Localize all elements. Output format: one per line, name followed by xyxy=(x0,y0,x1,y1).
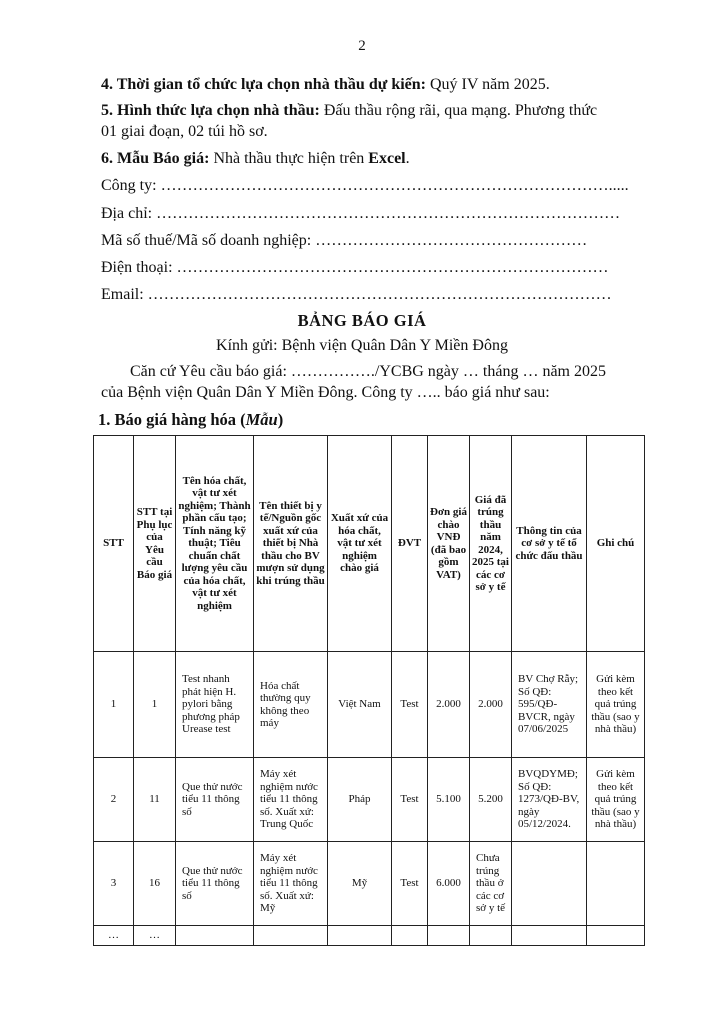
quote-title: BẢNG BÁO GIÁ xyxy=(297,311,427,330)
page-number: 2 xyxy=(358,38,366,54)
table-cell: Mỹ xyxy=(328,842,392,926)
table-cell: 1 xyxy=(134,652,176,758)
table-row xyxy=(94,652,645,758)
table-cell: 5.100 xyxy=(428,758,470,842)
table-cell: BV Chợ Rẫy; Số QĐ: 595/QĐ-BVCR, ngày 07/06/2025 xyxy=(512,652,587,758)
table-cell xyxy=(512,926,587,946)
section-6-end: . xyxy=(405,150,410,167)
table-cell xyxy=(512,842,587,926)
phone-field: Điện thoại: ……………………………………………………………………… xyxy=(101,259,609,276)
section-1-suffix: ) xyxy=(277,410,284,429)
table-cell: Máy xét nghiệm nước tiểu 11 thông số. Xuất xứ: Mỹ xyxy=(254,842,328,926)
table-cell: Hóa chất thường quy không theo máy xyxy=(254,652,328,758)
header-cell: Tên thiết bị y tế/Nguồn gốc xuất xứ của thiết bị Nhà thầu cho BV mượn sử dụng khi trúng thầu xyxy=(254,436,328,652)
section-1-heading xyxy=(98,410,283,430)
table-cell xyxy=(254,926,328,946)
section-6-value: Nhà thầu thực hiện trên xyxy=(209,150,369,167)
header-cell: Thông tin của cơ sở y tế tổ chức đấu thầu xyxy=(512,436,587,652)
table-cell: … xyxy=(134,926,176,946)
section-5-value: Đấu thầu rộng rãi, qua mạng. Phương thức xyxy=(319,102,598,119)
section-4-value: Quý IV năm 2025. xyxy=(426,76,550,93)
table-cell: 3 xyxy=(94,842,134,926)
email-field: Email: …………………………………………………………………………… xyxy=(101,286,612,303)
table-cell: Chưa trúng thầu ở các cơ sở y tế xyxy=(470,842,512,926)
table-row xyxy=(94,758,645,842)
basis-line-1: Căn cứ Yêu cầu báo giá: ……………./YCBG ngày … tháng … năm 2025 xyxy=(130,363,606,380)
table-cell: 6.000 xyxy=(428,842,470,926)
header-cell: Giá đã trúng thầu năm 2024, 2025 tại các cơ sở y tế xyxy=(470,436,512,652)
header-cell: STT tại Phụ lục của Yêu cầu Báo giá xyxy=(134,436,176,652)
table-cell xyxy=(587,926,645,946)
table-cell: Pháp xyxy=(328,758,392,842)
table-cell: Gửi kèm theo kết quả trúng thầu (sao y nhà thầu) xyxy=(587,758,645,842)
table-cell: Việt Nam xyxy=(328,652,392,758)
table-cell: 1 xyxy=(94,652,134,758)
address-field: Địa chỉ: …………………………………………………………………………… xyxy=(101,205,621,222)
header-cell: Xuất xứ của hóa chất, vật tư xét nghiệm chào giá xyxy=(328,436,392,652)
table-cell: 2.000 xyxy=(428,652,470,758)
section-5-label: 5. Hình thức lựa chọn nhà thầu: xyxy=(101,102,320,119)
section-5-line xyxy=(101,101,597,121)
section-4-label: 4. Thời gian tổ chức lựa chọn nhà thầu dự kiến: xyxy=(101,76,426,93)
table-cell: Test xyxy=(392,652,428,758)
table-header-row xyxy=(94,436,645,652)
table-cell xyxy=(587,842,645,926)
table-row xyxy=(94,842,645,926)
table-cell: 2 xyxy=(94,758,134,842)
table-cell: Test xyxy=(392,758,428,842)
table-cell: Test nhanh phát hiện H. pylori bằng phương pháp Urease test xyxy=(176,652,254,758)
table-cell: Gửi kèm theo kết quả trúng thầu (sao y nhà thầu) xyxy=(587,652,645,758)
table-cell: Test xyxy=(392,842,428,926)
tax-field: Mã số thuế/Mã số doanh nghiệp: …………………………………………… xyxy=(101,232,588,249)
table-cell: Que thử nước tiểu 11 thông số xyxy=(176,842,254,926)
header-cell: ĐVT xyxy=(392,436,428,652)
table-cell: Máy xét nghiệm nước tiểu 11 thông số. Xuất xứ: Trung Quốc xyxy=(254,758,328,842)
quote-table xyxy=(93,435,645,946)
section-1-italic: Mẫu xyxy=(245,410,278,429)
table-cell: 2.000 xyxy=(470,652,512,758)
table-cell: … xyxy=(94,926,134,946)
table-cell xyxy=(470,926,512,946)
header-cell: Đơn giá chào VNĐ (đã bao gồm VAT) xyxy=(428,436,470,652)
table-cell: 16 xyxy=(134,842,176,926)
section-6-label: 6. Mẫu Báo giá: xyxy=(101,150,210,167)
section-6-excel: Excel xyxy=(368,150,406,167)
table-cell xyxy=(428,926,470,946)
table-cell xyxy=(328,926,392,946)
basis-line-2: của Bệnh viện Quân Dân Y Miền Đông. Công ty ….. báo giá như sau: xyxy=(101,384,550,401)
table-cell xyxy=(392,926,428,946)
table-cell: BVQDYMĐ; Số QĐ: 1273/QĐ-BV, ngày 05/12/2024. xyxy=(512,758,587,842)
section-1-prefix: 1. Báo giá hàng hóa ( xyxy=(98,410,246,429)
section-6-line xyxy=(101,149,410,169)
section-4-line xyxy=(101,75,550,95)
header-cell: Tên hóa chất, vật tư xét nghiệm; Thành phần cấu tạo; Tính năng kỹ thuật; Tiêu chuẩn chất lượng yêu cầu của hóa chất, vật tư xét nghiệm xyxy=(176,436,254,652)
table-cell: Que thử nước tiểu 11 thông số xyxy=(176,758,254,842)
table-cell: 11 xyxy=(134,758,176,842)
header-cell: STT xyxy=(94,436,134,652)
header-cell: Ghi chú xyxy=(587,436,645,652)
table-row xyxy=(94,926,645,946)
company-field: Công ty: …………………………………………………………………………..... xyxy=(101,177,629,194)
table-cell: 5.200 xyxy=(470,758,512,842)
recipient-line: Kính gửi: Bệnh viện Quân Dân Y Miền Đông xyxy=(216,337,508,354)
section-5-line-2: 01 giai đoạn, 02 túi hồ sơ. xyxy=(101,123,268,140)
table-cell xyxy=(176,926,254,946)
